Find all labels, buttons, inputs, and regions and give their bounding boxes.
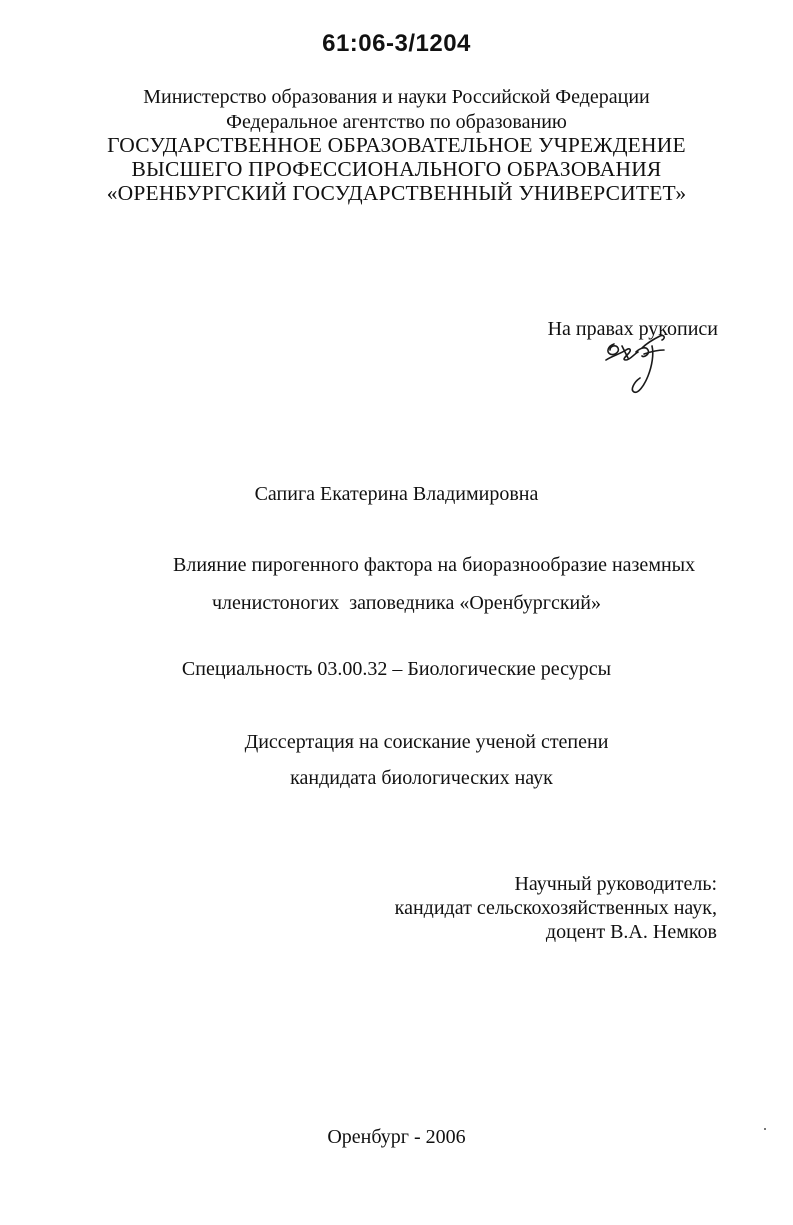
- degree-line-1: Диссертация на соискание ученой степени: [244, 731, 609, 753]
- supervisor-name: доцент В.А. Немков: [545, 921, 717, 943]
- signature-image: [598, 332, 678, 398]
- dissertation-title-line-2: членистоногих заповедника «Оренбургский»: [212, 592, 601, 614]
- catalog-number: 61:06-3/1204: [322, 30, 471, 57]
- institution-line-2: ВЫСШЕГО ПРОФЕССИОНАЛЬНОГО ОБРАЗОВАНИЯ: [131, 157, 662, 181]
- city-year: Оренбург - 2006: [327, 1126, 466, 1148]
- scan-artifact: [764, 1128, 766, 1130]
- institution-line-3: «ОРЕНБУРГСКИЙ ГОСУДАРСТВЕННЫЙ УНИВЕРСИТЕТ»: [106, 181, 687, 205]
- author-name: Сапига Екатерина Владимировна: [254, 483, 539, 505]
- institution-line-1: ГОСУДАРСТВЕННОЕ ОБРАЗОВАТЕЛЬНОЕ УЧРЕЖДЕНИЕ: [107, 133, 686, 157]
- supervisor-title: кандидат сельскохозяйственных наук,: [394, 897, 717, 919]
- specialty: Специальность 03.00.32 – Биологические ресурсы: [181, 658, 612, 680]
- supervisor-label: Научный руководитель:: [514, 873, 717, 895]
- manuscript-note: На правах рукописи: [547, 318, 718, 340]
- supervisor-block: [395, 872, 717, 944]
- dissertation-title-line-1: Влияние пирогенного фактора на биоразнообразие наземных: [173, 554, 696, 576]
- agency-line: Федеральное агентство по образованию: [226, 111, 567, 133]
- degree-line-2: кандидата биологических наук: [290, 767, 553, 789]
- ministry-line: Министерство образования и науки Российской Федерации: [143, 86, 650, 108]
